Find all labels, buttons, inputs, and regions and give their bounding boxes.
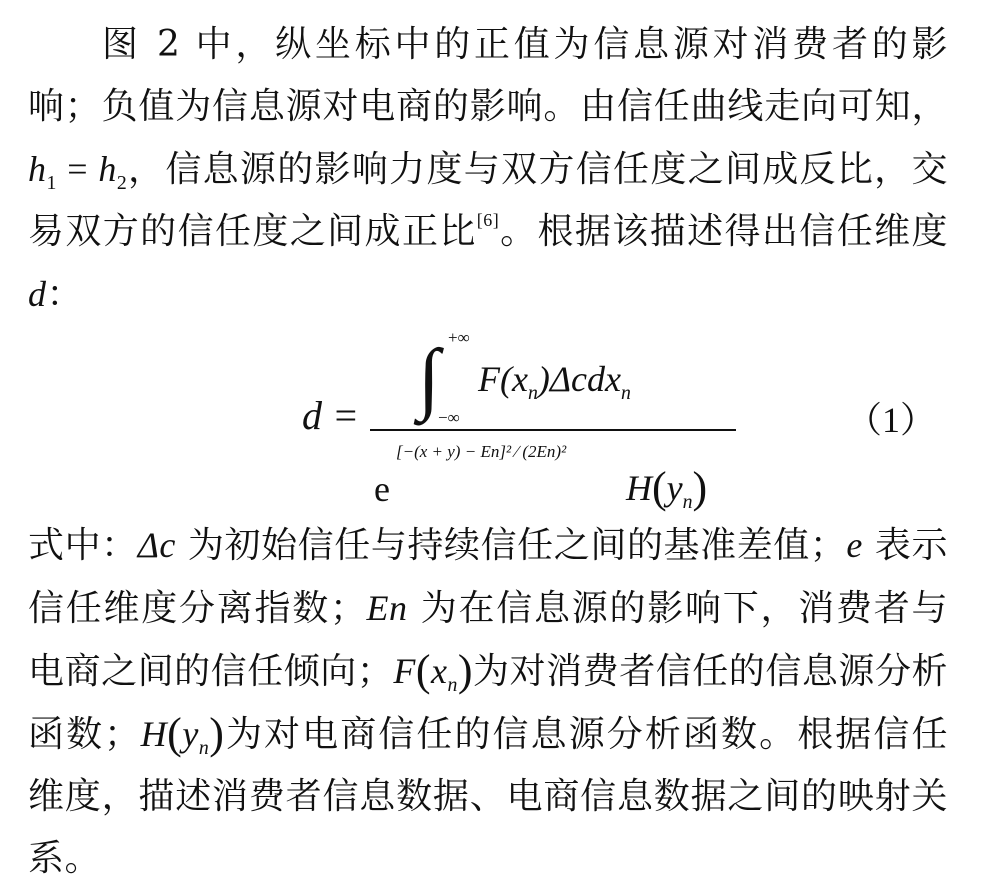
var-e: e <box>846 525 863 565</box>
integrand-part-1: F(x <box>478 359 528 399</box>
integrand <box>478 358 631 405</box>
paragraph-definitions <box>28 514 948 890</box>
function-h-subscript: n <box>682 491 693 514</box>
function-h: H <box>626 468 652 508</box>
exponent-expression: [−(x + y) − En]² ∕ (2En)² <box>396 442 567 461</box>
integral-lower-limit: −∞ <box>438 408 460 427</box>
integrand-subscript-2: n <box>620 382 631 405</box>
var-x: x <box>430 651 448 691</box>
paren-close-f: ) <box>457 646 474 695</box>
function-h-inline: H <box>140 714 168 754</box>
equation-number: （1） <box>845 400 936 440</box>
equation-lhs: d = <box>302 393 359 438</box>
var-h2-subscript: 2 <box>116 172 128 195</box>
para2-text-4: 为在信息源的影响下，消费者与电商之间的信任倾向； <box>28 588 948 692</box>
integrand-subscript-1: n <box>527 382 538 405</box>
paren-open-h: ( <box>167 709 183 758</box>
exponential-base: e <box>374 469 390 509</box>
paragraph-intro <box>28 14 948 326</box>
var-y-subscript: n <box>198 737 210 760</box>
citation-ref[interactable]: [6] <box>476 209 500 230</box>
para2-text-3: 表示信任维度分离指数； <box>28 525 948 629</box>
equation-block <box>28 328 948 514</box>
para1-text-2: ，信息源的影响力度与双方信任度之间成反比，交易双方的信任度之间成正比 <box>28 149 948 252</box>
function-h-variable: y <box>666 468 683 508</box>
function-f: F <box>393 651 416 691</box>
para2-text-1: 式中： <box>28 525 138 566</box>
fraction-bar <box>370 429 736 431</box>
var-h1-base: h <box>28 149 47 189</box>
paren-open-f: ( <box>415 646 431 695</box>
function-H-of-yn <box>140 709 225 760</box>
para1-text-3: 。根据该描述得出信任维度 <box>499 211 948 252</box>
var-h2-base: h <box>98 149 117 189</box>
var-h1 <box>28 149 57 195</box>
var-delta-c: Δc <box>137 525 176 565</box>
para2-text-5: 为对消费者信任的信息源分析函数； <box>28 651 948 755</box>
function-F-of-xn <box>393 646 474 697</box>
para2-text-2: 为初始信任与持续信任之间的基准差值； <box>175 525 847 566</box>
integral-upper-limit: +∞ <box>448 328 470 347</box>
paren-open: ( <box>652 463 667 512</box>
para1-text-1: 图 2 中，纵坐标中的正值为信息源对消费者的影响；负值为信息源对电商的影响。由信任曲线走向可知， <box>28 24 948 127</box>
document-page <box>28 14 948 890</box>
equation-fraction <box>370 328 736 514</box>
denominator-function <box>626 462 707 513</box>
integrand-part-2: )Δcdx <box>537 359 621 399</box>
var-y: y <box>182 714 199 754</box>
paren-close-h: ) <box>209 709 225 758</box>
var-x-subscript: n <box>447 674 458 697</box>
paren-close: ) <box>692 463 708 512</box>
para2-text-6: 为对电商信任的信息源分析函数。根据信任维度，描述消费者信息数据、电商信息数据之间的映射关系。 <box>28 714 948 879</box>
var-d: d <box>28 274 47 314</box>
para1-text-4: ： <box>46 274 84 315</box>
integral-sign: ∫ <box>418 334 440 422</box>
equals-sign: = <box>56 149 99 189</box>
var-h1-subscript: 1 <box>46 172 57 195</box>
var-h2 <box>98 149 128 195</box>
var-En: En <box>366 588 408 628</box>
